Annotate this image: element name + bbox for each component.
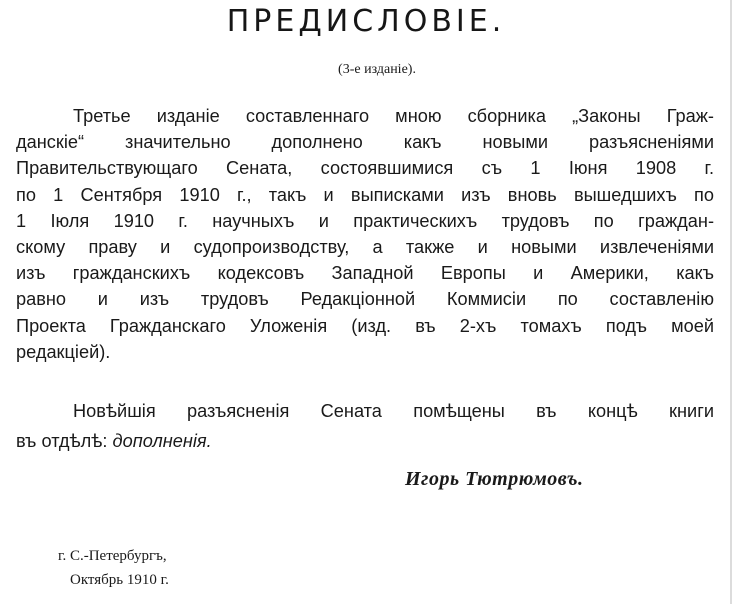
paragraph-line: Правительствующаго Сената, состоявшимися съ 1 Іюня 1908 г. [16,158,714,179]
paragraph-line: равно и изъ трудовъ Редакціонной Коммисіи по составленію [16,289,714,310]
place-and-date [58,544,169,592]
paragraph-line [16,426,714,456]
page-title: ПРЕДИСЛОВІЕ. [226,4,506,39]
addendum-prefix: въ отдѣлѣ: [16,431,113,451]
paragraph-line: редакціей). [16,341,111,362]
paragraph-line: Третье изданіе составленнаго мною сборника „Законы Граж- [73,106,714,126]
paragraph-line: 1 Іюля 1910 г. научныхъ и практическихъ трудовъ по граждан- [16,210,714,231]
date-text: Октябрь 1910 г. [70,572,169,588]
paragraph-line: Новѣйшія разъясненія Сената помѣщены въ концѣ книги [73,401,714,421]
author-signature: Игорь Тютрюмовъ. [405,468,584,490]
paragraph-line: Проекта Гражданскаго Уложенія (изд. въ 2-хъ томахъ подъ моей [16,315,714,336]
paragraph-line: данскіе“ значительно дополнено какъ новыми разъясненіями [16,132,714,153]
addendum-paragraph [16,396,714,456]
preface-paragraph [16,103,714,365]
addendum-section-name: дополненія. [112,431,212,451]
paragraph-line: изъ гражданскихъ кодексовъ Западной Европы и Америки, какъ [16,263,714,284]
paragraph-line: по 1 Сентября 1910 г., такъ и выписками изъ вновь вышедшихъ по [16,184,714,205]
paragraph-line: скому праву и судопроизводству, а также и новыми извлеченіями [16,237,714,258]
place-text: г. С.-Петербургъ, [58,548,167,564]
edition-subtitle: (3-е изданіе). [338,62,416,77]
